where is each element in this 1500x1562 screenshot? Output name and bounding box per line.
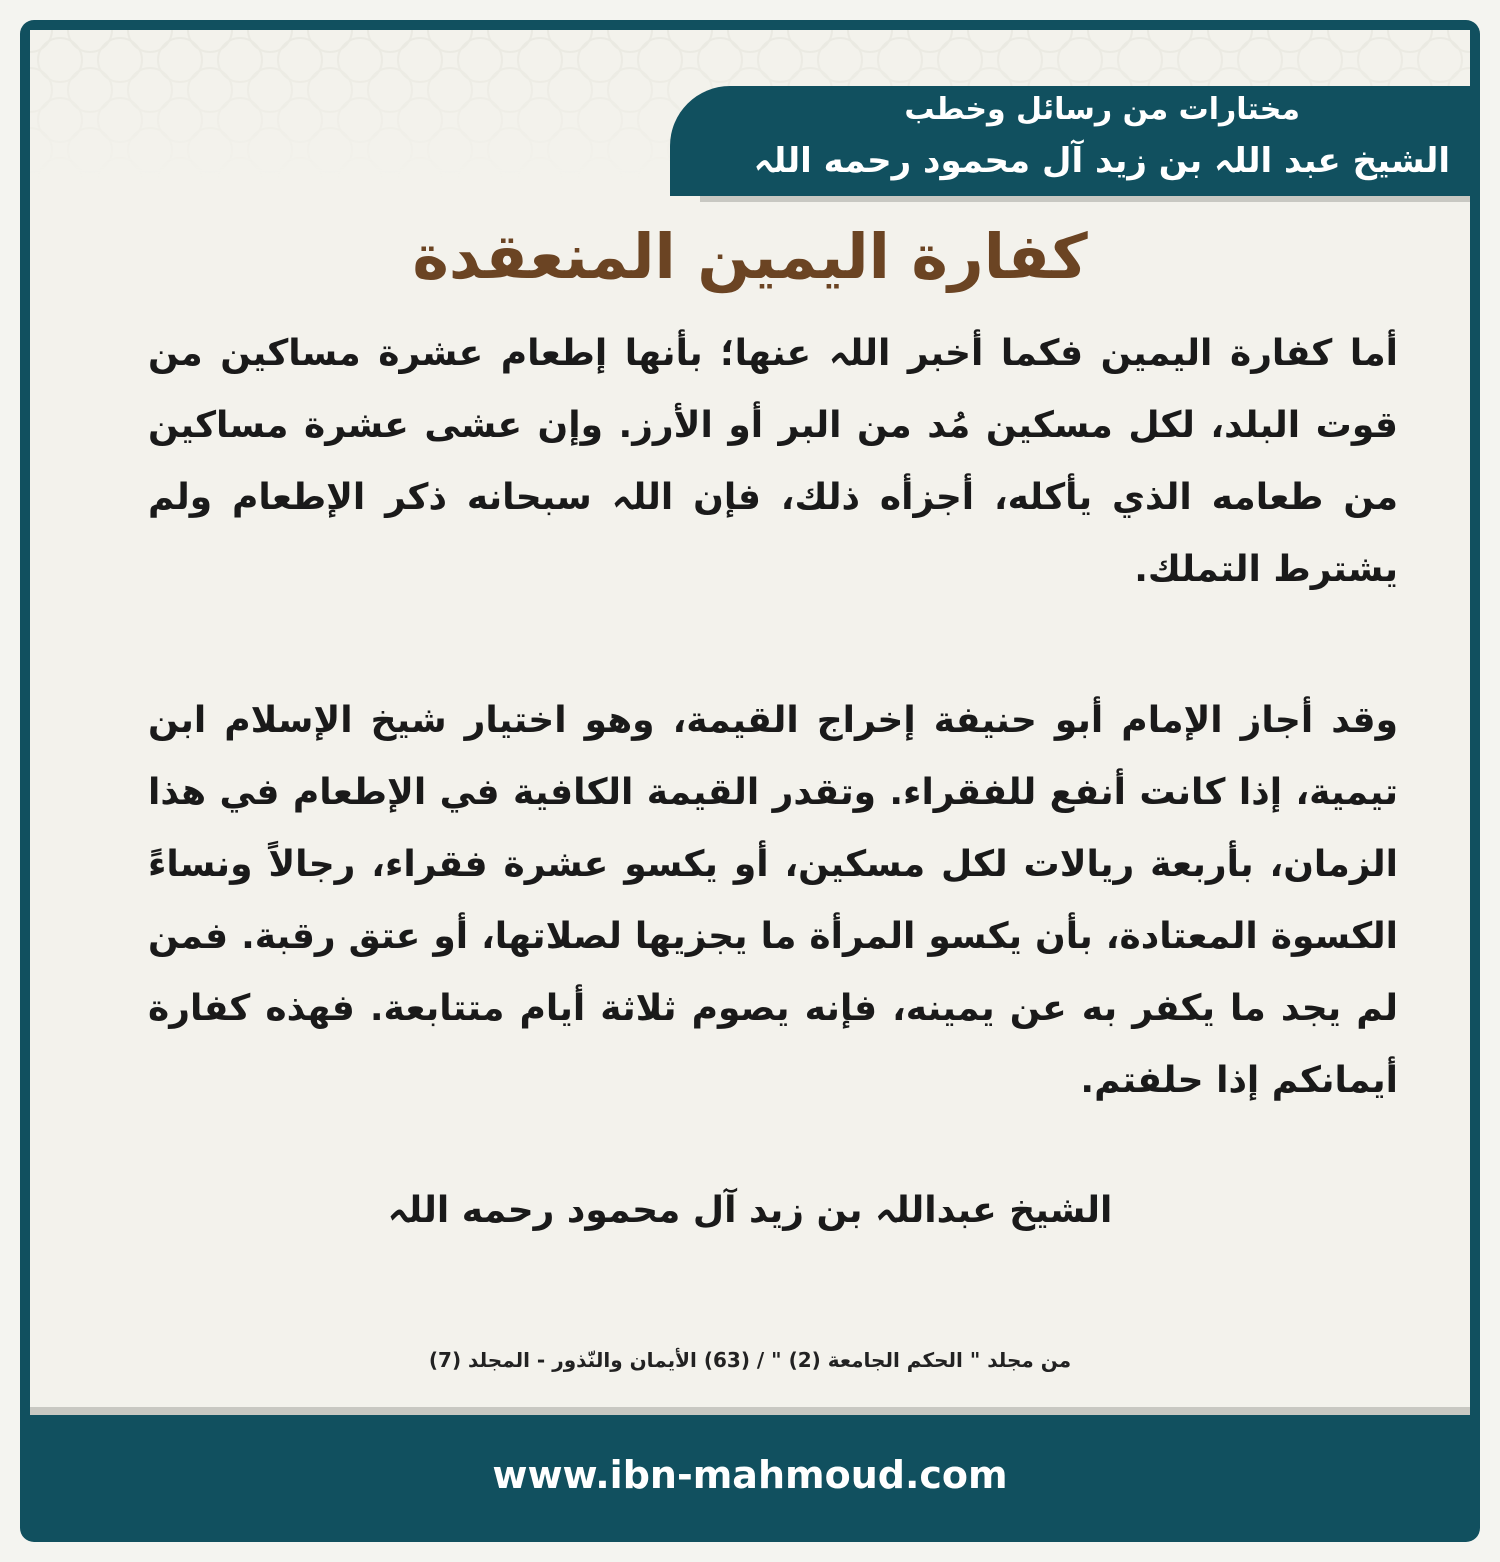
divider [30,1407,1470,1415]
header-band [670,86,1470,196]
paragraph-2: وقد أجاز الإمام أبو حنيفة إخراج القيمة، وهو اختيار شيخ الإسلام ابن تيمية، إذا كانت أنفع للفقراء. وتقدر القيمة الكافية في الإطعام في هذا الزمان، بأربعة ريالات لكل مسكين، أو يكسو عشرة فقراء، رجالاً ونساءً الكسوة المعتادة، بأن يكسو المرأة ما يجزيها لصلاتها، أو عتق رقبة. فمن لم يجد ما يكفر به عن يمينه، فإنه يصوم ثلاثة أيام متتابعة. فهذه كفارة أيمانكم إذا حلفتم. [148,700,1398,1101]
source-citation: من مجلد " الحكم الجامعة (2) " / (63) الأيمان والنّذور - المجلد (7) [428,1348,1072,1372]
content-card [30,30,1470,1415]
signature: الشيخ عبداللہ بن زيد آل محمود رحمه اللہ [387,1190,1113,1231]
website-link[interactable]: www.ibn-mahmoud.com [492,1453,1008,1497]
header-series-title: مختارات من رسائل وخطب [904,92,1300,127]
paragraph-1: أما كفارة اليمين فكما أخبر اللہ عنها؛ بأنها إطعام عشرة مساكين من قوت البلد، لكل مسكين مُد من البر أو الأرز. وإن عشى عشرة مساكين من طعامه الذي يأكله، أجزأه ذلك، فإن اللہ سبحانه ذكر الإطعام ولم يشترط التملك. [148,333,1398,590]
header-author: الشيخ عبد اللہ بن زيد آل محمود رحمه اللہ [753,141,1450,181]
page-title: كفارة اليمين المنعقدة [412,220,1088,293]
